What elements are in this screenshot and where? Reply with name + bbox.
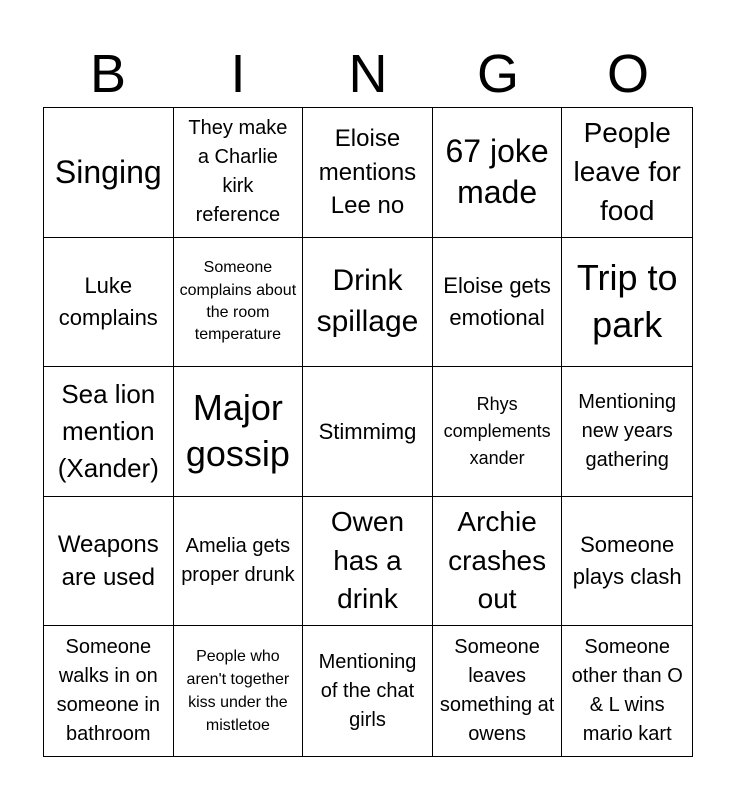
header-letter-o: O [606, 44, 649, 104]
bingo-cell-5-4[interactable] [433, 626, 563, 756]
cell-text: Mentioning new years gathering [578, 390, 677, 471]
cell-text: Someone complains about the room temperature [179, 259, 297, 344]
cell-text: Eloise gets emotional [443, 273, 551, 330]
bingo-cell-4-1[interactable] [44, 497, 174, 627]
cell-text: Rhys complements xander [443, 393, 551, 468]
bingo-cell-1-2[interactable] [174, 108, 304, 238]
bingo-cell-4-4[interactable] [433, 497, 563, 627]
cell-text: Someone walks in on someone in bathroom [56, 636, 160, 746]
bingo-cell-1-5[interactable] [562, 108, 692, 238]
cell-text: Owen has a drink [330, 506, 405, 615]
bingo-cell-1-3[interactable] [303, 108, 433, 238]
cell-text: Sea lion mention (Xander) [57, 378, 159, 484]
header-letter-b: B [89, 44, 127, 104]
bingo-cell-3-3[interactable] [303, 367, 433, 497]
cell-text: Luke complains [58, 273, 158, 330]
bingo-cell-3-1[interactable] [44, 367, 174, 497]
bingo-cell-5-1[interactable] [44, 626, 174, 756]
cell-text: Archie crashes out [448, 506, 547, 615]
bingo-cell-2-1[interactable] [44, 238, 174, 368]
bingo-cell-5-3[interactable] [303, 626, 433, 756]
bingo-cell-5-2[interactable] [174, 626, 304, 756]
header-letter-n: N [348, 44, 388, 104]
bingo-board [43, 107, 693, 757]
bingo-cell-2-3[interactable] [303, 238, 433, 368]
bingo-cell-4-3[interactable] [303, 497, 433, 627]
bingo-cell-2-4[interactable] [433, 238, 563, 368]
cell-text: Singing [54, 153, 162, 190]
cell-text: Drink spillage [316, 264, 419, 338]
cell-text: Someone leaves something at owens [439, 636, 555, 746]
cell-text: Mentioning of the chat girls [318, 650, 417, 731]
cell-text: Someone other than O & L wins mario kart [571, 636, 683, 746]
cell-text: Eloise mentions Lee no [318, 124, 417, 220]
cell-text: People who aren't together kiss under the mistletoe [186, 647, 290, 735]
cell-text: People leave for food [573, 117, 681, 226]
bingo-cell-2-2[interactable] [174, 238, 304, 368]
cell-text: Someone plays clash [572, 532, 682, 590]
bingo-cell-3-5[interactable] [562, 367, 692, 497]
bingo-cell-5-5[interactable] [562, 626, 692, 756]
cell-text: Amelia gets proper drunk [181, 535, 295, 587]
header-letter-i: I [230, 44, 246, 104]
cell-text: They make a Charlie kirk reference [188, 117, 288, 227]
bingo-cell-1-1[interactable] [44, 108, 174, 238]
bingo-header [43, 40, 693, 108]
cell-text: Major gossip [185, 386, 290, 475]
header-letter-g: G [476, 44, 519, 104]
bingo-cell-4-2[interactable] [174, 497, 304, 627]
bingo-cell-1-4[interactable] [433, 108, 563, 238]
cell-text: Trip to park [576, 257, 678, 345]
bingo-cell-4-5[interactable] [562, 497, 692, 627]
cell-text: Weapons are used [57, 530, 159, 592]
bingo-cell-3-4[interactable] [433, 367, 563, 497]
cell-text: 67 joke made [445, 132, 549, 211]
cell-text: Stimmimg [318, 418, 417, 444]
bingo-cell-3-2[interactable] [174, 367, 304, 497]
bingo-cell-2-5[interactable] [562, 238, 692, 368]
